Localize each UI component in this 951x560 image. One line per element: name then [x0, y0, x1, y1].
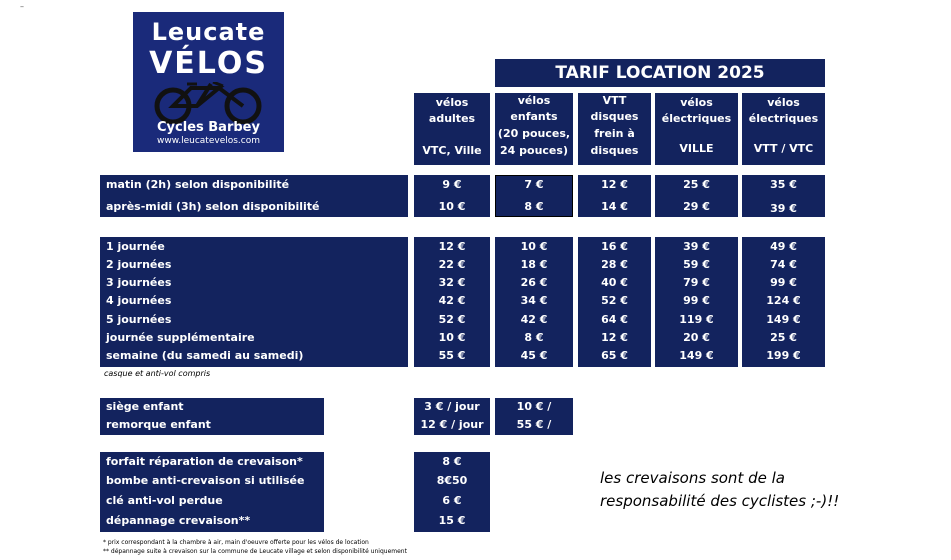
half-day-col-ebike-mtb — [742, 175, 825, 217]
price-cell: 34 € — [520, 294, 548, 307]
price-cell: 42 € — [438, 294, 466, 307]
column-header-adult-bikes — [414, 93, 490, 165]
page-title: TARIF LOCATION 2025 — [555, 63, 765, 83]
price-cell: 119 € — [679, 313, 714, 326]
price-cell: 12 € — [601, 331, 628, 344]
row-label-child-trailer: remorque enfant — [106, 418, 211, 431]
price-cell: 59 € — [683, 258, 710, 271]
row-label-morning: matin (2h) selon disponibilité — [106, 178, 290, 191]
column-header-line: électriques — [661, 112, 732, 125]
price-cell: 9 € — [442, 178, 462, 191]
price-cell: 52 € — [438, 313, 466, 326]
logo-line-1: Leucate — [151, 18, 266, 46]
remark-line: responsabilité des cyclistes ;-)!! — [600, 492, 840, 510]
column-header-line: disques — [590, 110, 639, 123]
accessories-col-1 — [414, 398, 490, 435]
services-prices — [414, 452, 490, 532]
row-label: 3 journées — [106, 276, 172, 289]
price-cell: 29 € — [683, 200, 710, 213]
price-cell: 10 € — [438, 200, 466, 213]
days-labels — [100, 237, 408, 367]
days-col-kids — [495, 237, 573, 367]
price-cell: 149 € — [679, 349, 714, 362]
price-cell: 74 € — [770, 258, 797, 271]
price-cell: 199 € — [766, 349, 801, 362]
price-cell: 42 € — [520, 313, 548, 326]
row-label: bombe anti-crevaison si utilisée — [106, 474, 305, 487]
row-label: 5 journées — [106, 313, 172, 326]
column-header-line: enfants — [510, 110, 558, 123]
price-cell: 3 € / jour — [424, 400, 480, 413]
price-cell: 79 € — [683, 276, 710, 289]
price-cell: 65 € — [601, 349, 628, 362]
price-cell: 39 € — [683, 240, 710, 253]
price-cell: 6 € — [442, 494, 462, 507]
puncture-remark — [600, 467, 839, 513]
price-cell: 99 € — [683, 294, 710, 307]
included-note: casque et anti-vol compris — [104, 369, 211, 378]
half-day-labels — [100, 175, 408, 217]
half-day-col-kids — [495, 175, 573, 217]
price-cell: 39 € — [770, 202, 797, 215]
leucate-velos-logo — [133, 12, 284, 152]
price-cell: 28 € — [601, 258, 628, 271]
logo-line-3: Cycles Barbey — [157, 120, 260, 135]
bicycle-icon — [151, 82, 266, 124]
column-header-line: vélos — [767, 96, 800, 109]
price-cell: 20 € — [683, 331, 710, 344]
row-label: 1 journée — [106, 240, 165, 253]
row-label: journée supplémentaire — [106, 331, 255, 344]
column-header-line: vélos — [680, 96, 713, 109]
price-cell: 22 € — [438, 258, 466, 271]
price-cell: 8 € — [524, 331, 544, 344]
days-col-mtb — [578, 237, 651, 367]
price-cell: 149 € — [766, 313, 801, 326]
price-cell: 32 € — [438, 276, 466, 289]
price-cell: 49 € — [770, 240, 797, 253]
half-day-col-adult — [414, 175, 490, 217]
row-label: dépannage crevaison** — [106, 514, 251, 527]
days-col-adult — [414, 237, 490, 367]
price-cell: 12 € — [438, 240, 466, 253]
price-cell: 25 € — [683, 178, 710, 191]
remark-line: les crevaisons sont de la — [600, 469, 785, 487]
column-header-line: VTT / VTC — [753, 142, 814, 155]
price-cell: 8 € — [524, 200, 544, 213]
row-label: 4 journées — [106, 294, 172, 307]
column-header-line: VTT — [602, 94, 627, 107]
row-label: semaine (du samedi au samedi) — [106, 349, 304, 362]
column-header-line: vélos — [517, 94, 551, 107]
price-cell: 99 € — [770, 276, 797, 289]
price-cell: 12 € / jour — [420, 418, 484, 431]
row-label: forfait réparation de crevaison* — [106, 455, 303, 468]
price-cell: 64 € — [601, 313, 628, 326]
price-cell: 35 € — [770, 178, 797, 191]
days-col-ebike-mtb — [742, 237, 825, 367]
price-cell: 18 € — [520, 258, 548, 271]
price-cell: 14 € — [601, 200, 628, 213]
column-header-line: 24 pouces) — [500, 144, 568, 157]
tariff-title-banner — [495, 59, 825, 87]
price-cell: 10 € — [438, 331, 466, 344]
price-cell: 7 € — [524, 178, 544, 191]
column-header-line: (20 pouces, — [497, 127, 571, 140]
logo-line-4: www.leucatevelos.com — [156, 136, 261, 146]
price-cell: 8€50 — [436, 474, 468, 487]
price-cell: 55 € / — [516, 418, 552, 431]
row-label-child-seat: siège enfant — [106, 400, 184, 413]
row-label: clé anti-vol perdue — [106, 494, 223, 507]
column-header-line: frein à — [594, 127, 635, 140]
accessories-labels — [100, 398, 324, 435]
price-cell: 10 € / — [516, 400, 552, 413]
services-labels — [100, 452, 324, 532]
column-header-line: vélos — [435, 96, 469, 109]
price-cell: 45 € — [520, 349, 548, 362]
price-cell: 15 € — [438, 514, 466, 527]
column-header-line: VILLE — [679, 142, 714, 155]
price-cell: 10 € — [520, 240, 548, 253]
column-header-line: adultes — [428, 112, 476, 125]
price-cell: 55 € — [438, 349, 466, 362]
half-day-col-mtb — [578, 175, 651, 217]
row-label-afternoon: après-midi (3h) selon disponibilité — [106, 200, 320, 213]
price-cell: 16 € — [601, 240, 628, 253]
price-cell: 124 € — [766, 294, 801, 307]
column-header-line: VTC, Ville — [422, 144, 482, 157]
logo-line-2: VÉLOS — [149, 46, 268, 81]
price-cell: 25 € — [770, 331, 797, 344]
footnote: * prix correspondant à la chambre à air, main d'oeuvre offerte pour les vélos de location — [103, 539, 369, 546]
price-cell: 40 € — [601, 276, 628, 289]
column-header-kids-bikes — [495, 93, 573, 165]
price-cell: 52 € — [601, 294, 628, 307]
price-cell: 12 € — [601, 178, 628, 191]
column-header-line: électriques — [748, 112, 819, 125]
half-day-col-ebike-city — [655, 175, 738, 217]
column-header-ebike-city — [655, 93, 738, 165]
column-header-ebike-mtb — [742, 93, 825, 165]
corner-mark: – — [20, 2, 24, 11]
column-header-line: disques — [590, 144, 639, 157]
column-header-mtb — [578, 93, 651, 165]
price-cell: 26 € — [520, 276, 548, 289]
footnote: ** dépannage suite à crevaison sur la commune de Leucate village et selon disponibilité uniquement — [103, 548, 407, 555]
accessories-col-2 — [495, 398, 573, 435]
row-label: 2 journées — [106, 258, 172, 271]
price-cell: 8 € — [442, 455, 462, 468]
days-col-ebike-city — [655, 237, 738, 367]
